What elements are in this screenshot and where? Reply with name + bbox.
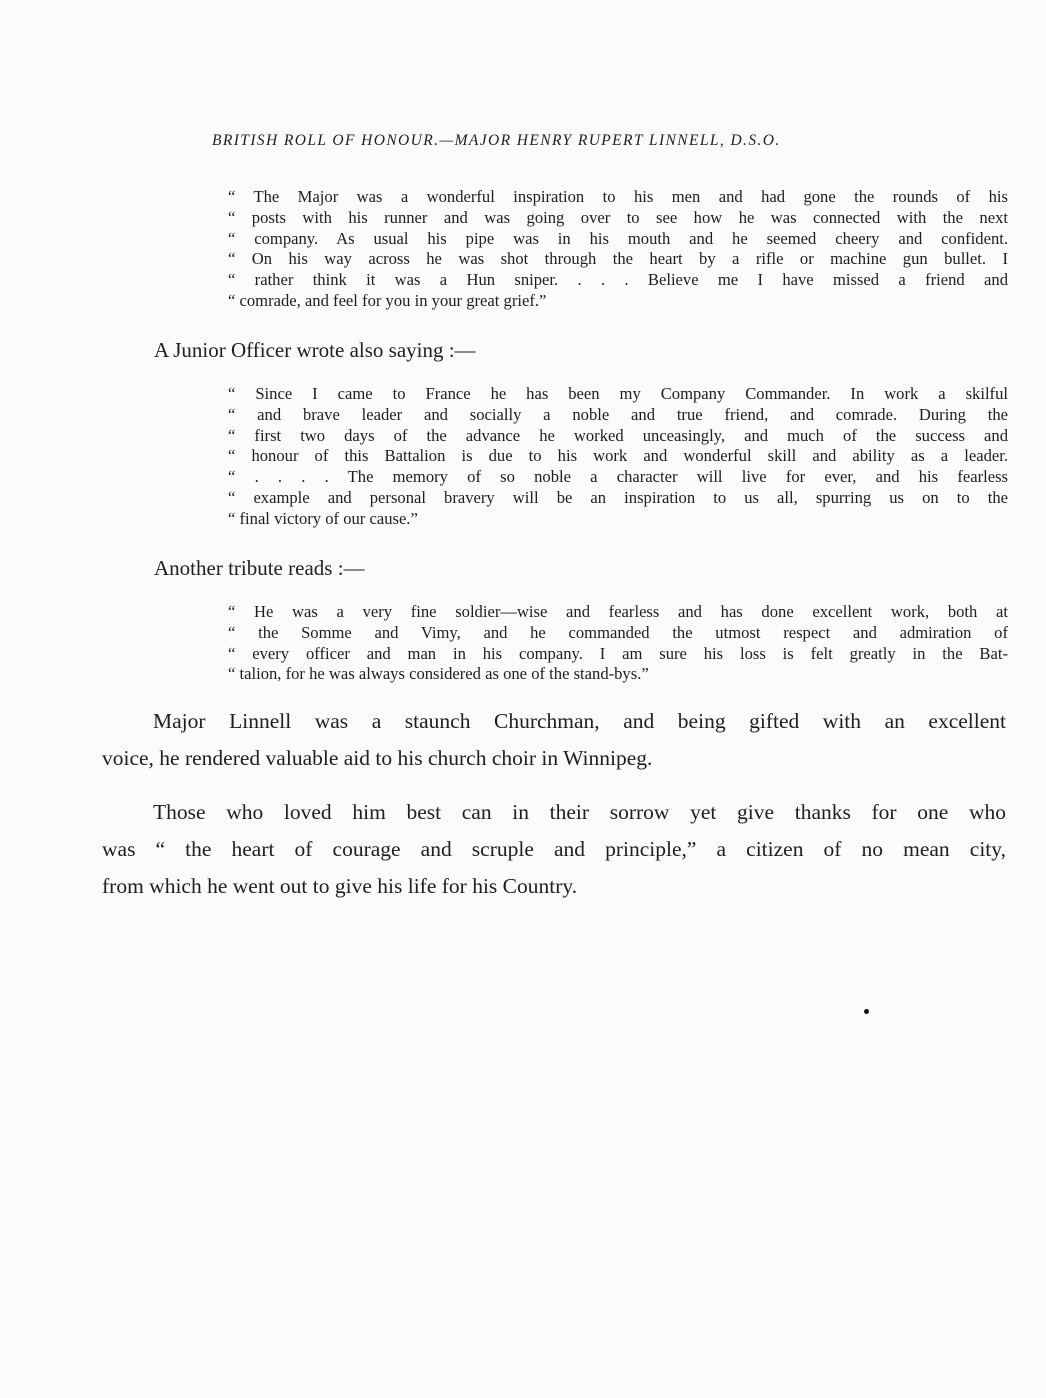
paragraph-closing xyxy=(102,794,1006,905)
quote-line: “ company. As usual his pipe was in his mouth and he seemed cheery and confident. xyxy=(228,228,1008,248)
another-tribute-intro: Another tribute reads :— xyxy=(154,556,365,580)
quote-line: “ Since I came to France he has been my Company Commander. In work a skilful xyxy=(228,384,1008,403)
paragraph-churchman xyxy=(102,703,1006,777)
paragraph-line: voice, he rendered valuable aid to his church choir in Winnipeg. xyxy=(102,746,653,770)
quote-line: “ On his way across he was shot through the heart by a rifle or machine gun bullet. I xyxy=(228,249,1008,269)
running-header: BRITISH ROLL OF HONOUR.—MAJOR HENRY RUPERT LINNELL, D.S.O. xyxy=(212,132,781,149)
quote-line: “ honour of this Battalion is due to his work and wonderful skill and ability as a leader. xyxy=(228,446,1008,466)
quote-line: “ posts with his runner and was going over to see how he was connected with the next xyxy=(228,207,1008,227)
ink-speck xyxy=(864,1009,869,1014)
quote-line: “ The Major was a wonderful inspiration to his men and had gone the rounds of his xyxy=(228,187,1008,206)
quote-line: “ . . . . The memory of so noble a character will live for ever, and his fearless xyxy=(228,467,1008,487)
paragraph-line: from which he went out to give his life for his Country. xyxy=(102,874,578,898)
quote-line: “ and brave leader and socially a noble and true friend, and comrade. During the xyxy=(228,404,1008,424)
quote-line: “ the Somme and Vimy, and he commanded the utmost respect and admiration of xyxy=(228,622,1008,642)
junior-officer-intro: A Junior Officer wrote also saying :— xyxy=(154,338,476,362)
quote-line: “ final victory of our cause.” xyxy=(228,508,418,528)
letter-quote-junior-officer xyxy=(228,384,1008,530)
quote-line: “ talion, for he was always considered as one of the stand-bys.” xyxy=(228,664,649,684)
quote-line: “ He was a very fine soldier—wise and fearless and has done excellent work, both at xyxy=(228,602,1008,621)
paragraph-line: was “ the heart of courage and scruple and principle,” a citizen of no mean city, xyxy=(102,837,1006,861)
quote-line: “ rather think it was a Hun sniper. . . . Believe me I have missed a friend and xyxy=(228,270,1008,290)
quote-line: “ comrade, and feel for you in your great grief.” xyxy=(228,290,547,310)
quote-line: “ first two days of the advance he worked unceasingly, and much of the success and xyxy=(228,425,1008,445)
quote-line: “ every officer and man in his company. I am sure his loss is felt greatly in the Bat- xyxy=(228,643,1008,663)
paragraph-line: Major Linnell was a staunch Churchman, and being gifted with an excellent xyxy=(153,709,1006,733)
letter-quote-tribute xyxy=(228,602,1008,685)
letter-quote-major xyxy=(228,187,1008,312)
paragraph-line: Those who loved him best can in their sorrow yet give thanks for one who xyxy=(153,800,1006,824)
quote-line: “ example and personal bravery will be an inspiration to us all, spurring us on to the xyxy=(228,487,1008,507)
